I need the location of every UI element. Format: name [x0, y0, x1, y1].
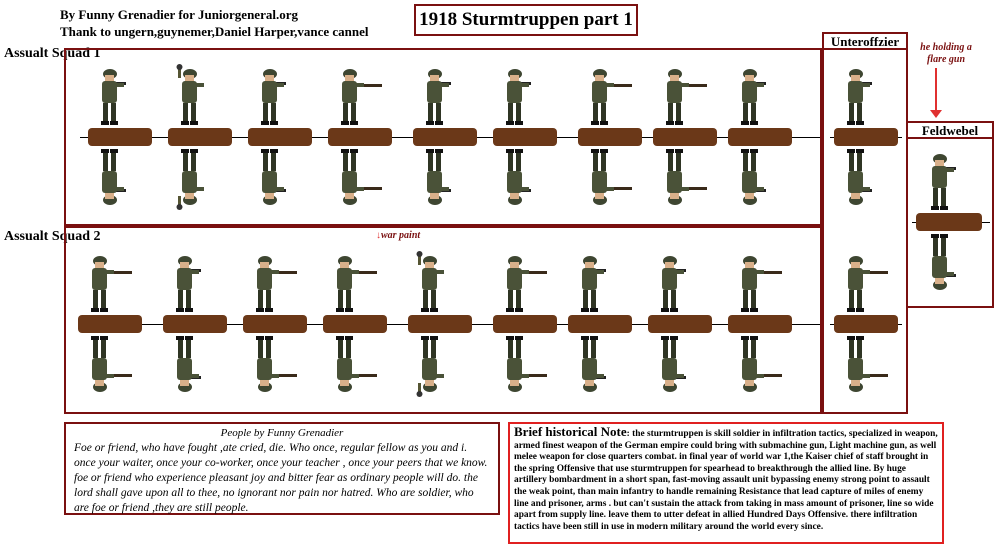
squad-1-base-8 — [653, 128, 717, 146]
squad-1-soldier-mirror-8 — [657, 146, 713, 210]
squad-1-base-1 — [88, 128, 152, 146]
squad-1-soldier-mirror-5 — [417, 146, 473, 210]
squad-1-soldier-mirror-4 — [332, 146, 388, 210]
squad-1-base-2 — [168, 128, 232, 146]
squad-2-base-6 — [493, 315, 557, 333]
squad-2-soldier-mirror-9 — [732, 333, 788, 397]
squad-2-soldier-4 — [327, 251, 383, 315]
squad-2-soldier-mirror-7 — [572, 333, 628, 397]
squad-2-soldier-mirror-2 — [167, 333, 223, 397]
unteroffizier-label: Unteroffzier — [822, 32, 908, 50]
page-title: 1918 Sturmtruppen part 1 — [414, 4, 638, 36]
squad-1-base-3 — [248, 128, 312, 146]
arrow-down-icon: ↓ — [376, 230, 381, 241]
squad-2-soldier-8 — [652, 251, 708, 315]
squad-2-soldier-mirror-1 — [82, 333, 138, 397]
squad-2-base-8 — [648, 315, 712, 333]
squad-1-soldier-8 — [657, 64, 713, 128]
feldwebel-base — [916, 213, 982, 231]
squad-1-soldier-mirror-3 — [252, 146, 308, 210]
credits — [60, 6, 369, 40]
unteroffizier-base-1 — [834, 128, 898, 146]
credit-line-1: By Funny Grenadier for Juniorgeneral.org — [60, 7, 298, 22]
poem-box — [64, 422, 500, 515]
war-paint-note — [376, 230, 436, 242]
squad-2-soldier-3 — [247, 251, 303, 315]
squad-1-soldier-4 — [332, 64, 388, 128]
squad-2-soldier-6 — [497, 251, 553, 315]
squad-1-soldier-9 — [732, 64, 788, 128]
unteroffizier-base-2 — [834, 315, 898, 333]
unteroffizier-soldier-1 — [838, 64, 894, 128]
feldwebel-label: Feldwebel — [906, 121, 994, 139]
squad-1-soldier-mirror-9 — [732, 146, 788, 210]
history-box — [508, 422, 944, 544]
squad-1-base-5 — [413, 128, 477, 146]
squad-2-soldier-5 — [412, 251, 468, 315]
squad-1-soldier-7 — [582, 64, 638, 128]
squad-2-soldier-7 — [572, 251, 628, 315]
flare-arrow-shaft — [935, 68, 937, 112]
row-label-squad-2-text: Assualt Squad 2 — [4, 229, 101, 244]
credit-line-2: Thank to ungern,guynemer,Daniel Harper,vance cannel — [60, 24, 369, 39]
unteroffizier-soldier-mirror-1 — [838, 146, 894, 210]
squad-2-soldier-9 — [732, 251, 788, 315]
squad-2-base-9 — [728, 315, 792, 333]
squad-2-soldier-1 — [82, 251, 138, 315]
squad-1-soldier-mirror-6 — [497, 146, 553, 210]
unteroffizier-soldier-2 — [838, 251, 894, 315]
squad-1-soldier-6 — [497, 64, 553, 128]
squad-2-base-3 — [243, 315, 307, 333]
squad-2-soldier-2 — [167, 251, 223, 315]
unteroffizier-soldier-mirror-2 — [838, 333, 894, 397]
squad-1-soldier-2 — [172, 64, 228, 128]
squad-1-base-9 — [728, 128, 792, 146]
squad-1-soldier-1 — [92, 64, 148, 128]
squad-2-base-4 — [323, 315, 387, 333]
flare-gun-note: he holding a flare gun — [920, 42, 972, 65]
row-label-squad-1-text: Assualt Squad 1 — [4, 46, 101, 61]
squad-1-base-7 — [578, 128, 642, 146]
poem-text: Foe or friend, who have fought ,ate cried, die. Who once, regular fellow as you and i. once your waiter, once your co-worker, once your teacher , once your peers that we know. foe or friend who experience pleasant joy and bitter fear as ordinary people will do. the lord shall gave upon all to thee, no ignorant nor pain nor hatred. Who are soldier, who are foe or friend ,they are still people. — [74, 442, 488, 514]
poem-title: People by Funny Grenadier — [220, 427, 344, 439]
flare-arrow-head-icon — [930, 110, 942, 118]
feldwebel-soldier-mirror — [922, 231, 978, 295]
squad-2-base-5 — [408, 315, 472, 333]
war-paint-text: war paint — [381, 230, 421, 241]
squad-2-soldier-mirror-4 — [327, 333, 383, 397]
squad-1-soldier-5 — [417, 64, 473, 128]
history-title: Brief historical Note — [514, 424, 627, 439]
squad-2-soldier-mirror-6 — [497, 333, 553, 397]
squad-1-soldier-mirror-1 — [92, 146, 148, 210]
squad-2-soldier-mirror-5 — [412, 333, 468, 397]
squad-2-base-7 — [568, 315, 632, 333]
squad-1-soldier-mirror-7 — [582, 146, 638, 210]
squad-2-base-1 — [78, 315, 142, 333]
feldwebel-soldier — [922, 149, 978, 213]
history-text: : the sturmtruppen is skill soldier in infiltration tactics, specialized in weapon, armed finest weapon of the German empire could bring with submachine gun, Light machine gun, as well melee weapon for close quarters combat. in final year of world war 1,the Kaiser chief of staff brought in the spring Offensive that use sturmtruppen for spearhead to breakthrough the allied line. By huge artillery bombardment in a short span, fast-moving assault unit bypassing enemy strong point to assault the weak point, than main infantry to handle remaining Resistance that lead capture of miles of enemy line and prisoner, arms . but can't sustain the attack from taking in mass amount of prisoner, line so wide apart from supply line. leave them to utter defeat in allied Hundred Days Offensive. there infiltration tactics have been still in use in modern military around the world every since. — [514, 429, 938, 532]
squad-1-soldier-3 — [252, 64, 308, 128]
squad-2-base-2 — [163, 315, 227, 333]
squad-2-soldier-mirror-8 — [652, 333, 708, 397]
squad-2-soldier-mirror-3 — [247, 333, 303, 397]
squad-1-base-6 — [493, 128, 557, 146]
squad-1-base-4 — [328, 128, 392, 146]
squad-1-soldier-mirror-2 — [172, 146, 228, 210]
